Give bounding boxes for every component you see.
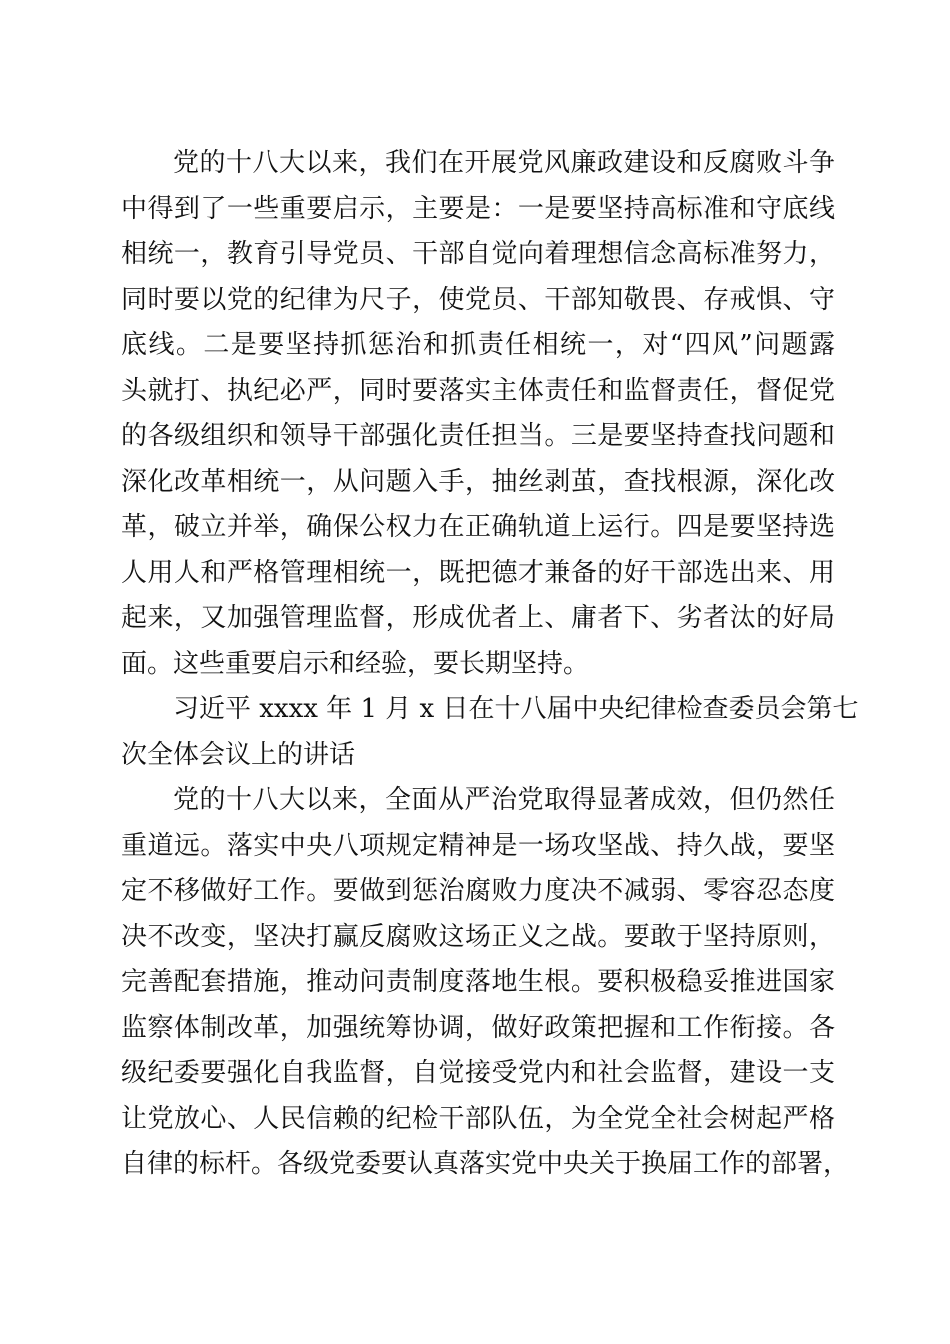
paragraph-line: 革，破立并举，确保公权力在正确轨道上运行。四是要坚持选 <box>121 512 835 542</box>
paragraph-line: 起来，又加强管理监督，形成优者上、庸者下、劣者汰的好局 <box>121 603 835 633</box>
paragraph-line: 让党放心、人民信赖的纪检干部队伍，为全党全社会树起严格 <box>121 1103 835 1134</box>
paragraph-line: 监察体制改革，加强统筹协调，做好政策把握和工作衔接。各 <box>121 1012 835 1043</box>
paragraph-line: 头就打、执纪必严，同时要落实主体责任和监督责任，督促党 <box>121 375 835 406</box>
paragraph-line: 人用人和严格管理相统一，既把德才兼备的好干部选出来、用 <box>121 557 835 588</box>
paragraph-line: 底线。二是要坚持抓惩治和抓责任相统一，对“四风”问题露 <box>121 330 835 360</box>
paragraph-line: 中得到了一些重要启示，主要是：一是要坚持高标准和守底线 <box>121 193 835 224</box>
paragraph-line: 党的十八大以来，全面从严治党取得显著成效，但仍然任 <box>173 785 835 815</box>
paragraph-lessons <box>121 141 835 687</box>
paragraph-line: 深化改革相统一，从问题入手，抽丝剥茧，查找根源，深化改 <box>121 466 835 497</box>
paragraph-line: 相统一，教育引导党员、干部自觉向着理想信念高标准努力， <box>121 239 835 269</box>
paragraph-line: 自律的标杆。各级党委要认真落实党中央关于换届工作的部署， <box>121 1149 850 1179</box>
paragraph-line: 级纪委要强化自我监督，自觉接受党内和社会监督，建设一支 <box>121 1058 835 1088</box>
paragraph-line: 党的十八大以来，我们在开展党风廉政建设和反腐败斗争 <box>173 148 835 178</box>
paragraph-discipline <box>121 778 850 1188</box>
paragraph-line: 同时要以党的纪律为尺子，使党员、干部知敬畏、存戒惧、守 <box>121 284 835 315</box>
paragraph-source-citation <box>121 687 859 778</box>
paragraph-line: 定不移做好工作。要做到惩治腐败力度决不减弱、零容忍态度 <box>121 876 835 906</box>
document-body <box>121 141 859 1188</box>
paragraph-line: 习近平 xxxx 年 1 月 x 日在十八届中央纪律检查委员会第七 <box>173 694 859 724</box>
paragraph-line: 决不改变，坚决打赢反腐败这场正义之战。要敢于坚持原则， <box>121 921 835 952</box>
paragraph-line: 的各级组织和领导干部强化责任担当。三是要坚持查找问题和 <box>121 421 835 451</box>
paragraph-line: 完善配套措施，推动问责制度落地生根。要积极稳妥推进国家 <box>121 967 835 997</box>
paragraph-line: 面。这些重要启示和经验，要长期坚持。 <box>121 648 590 679</box>
paragraph-line: 重道远。落实中央八项规定精神是一场攻坚战、持久战，要坚 <box>121 830 835 861</box>
paragraph-line: 次全体会议上的讲话 <box>121 739 356 770</box>
